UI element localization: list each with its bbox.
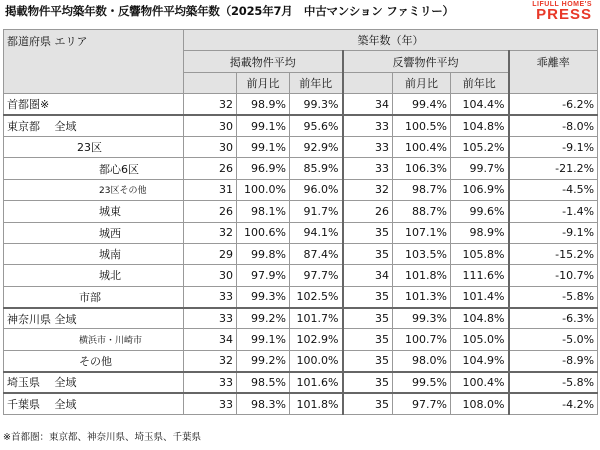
cell-response-yoy: 104.4% (451, 94, 509, 115)
cell-gap: -8.9% (509, 350, 598, 371)
cell-response-yoy: 105.0% (451, 329, 509, 350)
table-row (4, 136, 598, 157)
cell-gap: -5.8% (509, 372, 598, 393)
age-table (3, 29, 598, 415)
cell-area: 横浜市・川崎市 (4, 329, 184, 350)
table-row (4, 286, 598, 307)
cell-listed-mom: 96.9% (237, 158, 290, 179)
cell-response-yoy: 104.8% (451, 308, 509, 329)
cell-area: 市部 (4, 286, 184, 307)
cell-response: 35 (343, 286, 393, 307)
cell-response: 35 (343, 222, 393, 243)
cell-gap: -4.2% (509, 393, 598, 414)
cell-response-mom: 100.5% (393, 115, 451, 136)
table-row (4, 179, 598, 200)
header-listed-blank (184, 72, 237, 93)
cell-listed-yoy: 96.0% (290, 179, 343, 200)
cell-area: 都心6区 (4, 158, 184, 179)
cell-gap: -8.0% (509, 115, 598, 136)
cell-response: 34 (343, 94, 393, 115)
cell-listed-yoy: 102.9% (290, 329, 343, 350)
cell-area: 首都圏※ (4, 94, 184, 115)
table-row (4, 115, 598, 136)
cell-response: 35 (343, 308, 393, 329)
table-row (4, 94, 598, 115)
cell-response-yoy: 111.6% (451, 265, 509, 286)
cell-listed-mom: 99.8% (237, 243, 290, 264)
cell-response-yoy: 105.8% (451, 243, 509, 264)
cell-gap: -5.0% (509, 329, 598, 350)
header-response-yoy: 前年比 (451, 72, 509, 93)
cell-area: 城西 (4, 222, 184, 243)
cell-listed-mom: 98.1% (237, 201, 290, 222)
cell-listed-yoy: 97.7% (290, 265, 343, 286)
cell-response: 35 (343, 372, 393, 393)
cell-response-mom: 97.7% (393, 393, 451, 414)
cell-listed-yoy: 101.7% (290, 308, 343, 329)
header-response-mom: 前月比 (393, 72, 451, 93)
table-row (4, 243, 598, 264)
cell-area: 23区その他 (4, 179, 184, 200)
cell-listed-yoy: 92.9% (290, 136, 343, 157)
cell-gap: -10.7% (509, 265, 598, 286)
cell-gap: -21.2% (509, 158, 598, 179)
cell-listed-yoy: 91.7% (290, 201, 343, 222)
cell-gap: -6.3% (509, 308, 598, 329)
cell-area: 神奈川県 全域 (4, 308, 184, 329)
cell-response-yoy: 104.9% (451, 350, 509, 371)
cell-listed: 32 (184, 94, 237, 115)
cell-listed-mom: 99.2% (237, 308, 290, 329)
header-listed: 掲載物件平均 (184, 51, 343, 72)
cell-response: 35 (343, 350, 393, 371)
cell-response-mom: 100.7% (393, 329, 451, 350)
cell-area: 城東 (4, 201, 184, 222)
header-age: 築年数（年） (184, 30, 598, 51)
cell-response-mom: 99.5% (393, 372, 451, 393)
cell-listed-yoy: 100.0% (290, 350, 343, 371)
cell-response-mom: 88.7% (393, 201, 451, 222)
header-listed-mom: 前月比 (237, 72, 290, 93)
cell-listed-mom: 99.1% (237, 329, 290, 350)
table-header (4, 30, 598, 94)
cell-listed: 30 (184, 136, 237, 157)
cell-gap: -6.2% (509, 94, 598, 115)
header-area: 都道府県 エリア (4, 30, 184, 94)
cell-listed-yoy: 85.9% (290, 158, 343, 179)
cell-response: 35 (343, 329, 393, 350)
cell-listed-yoy: 99.3% (290, 94, 343, 115)
cell-listed: 29 (184, 243, 237, 264)
cell-area: 埼玉県 全域 (4, 372, 184, 393)
cell-response: 33 (343, 136, 393, 157)
cell-listed-yoy: 95.6% (290, 115, 343, 136)
cell-response-mom: 103.5% (393, 243, 451, 264)
cell-area: 城北 (4, 265, 184, 286)
cell-listed: 33 (184, 372, 237, 393)
cell-response-yoy: 100.4% (451, 372, 509, 393)
table-row (4, 201, 598, 222)
cell-response-yoy: 108.0% (451, 393, 509, 414)
header-response-blank (343, 72, 393, 93)
cell-response-mom: 101.8% (393, 265, 451, 286)
cell-listed: 32 (184, 350, 237, 371)
table-row (4, 372, 598, 393)
cell-listed-mom: 100.0% (237, 179, 290, 200)
cell-response-yoy: 105.2% (451, 136, 509, 157)
cell-gap: -5.8% (509, 286, 598, 307)
cell-area: 城南 (4, 243, 184, 264)
cell-listed-mom: 99.1% (237, 136, 290, 157)
cell-listed: 32 (184, 222, 237, 243)
cell-listed: 33 (184, 308, 237, 329)
cell-area: 東京都 全域 (4, 115, 184, 136)
cell-gap: -9.1% (509, 222, 598, 243)
cell-listed: 31 (184, 179, 237, 200)
cell-response: 33 (343, 158, 393, 179)
cell-listed: 34 (184, 329, 237, 350)
cell-listed-yoy: 87.4% (290, 243, 343, 264)
cell-response: 32 (343, 179, 393, 200)
cell-response: 34 (343, 265, 393, 286)
cell-listed-mom: 100.6% (237, 222, 290, 243)
cell-response-mom: 99.4% (393, 94, 451, 115)
cell-response: 33 (343, 115, 393, 136)
cell-listed-mom: 97.9% (237, 265, 290, 286)
cell-gap: -1.4% (509, 201, 598, 222)
cell-listed-mom: 98.5% (237, 372, 290, 393)
cell-response-yoy: 98.9% (451, 222, 509, 243)
cell-response-yoy: 99.7% (451, 158, 509, 179)
brand-logo (532, 1, 592, 22)
cell-response-mom: 107.1% (393, 222, 451, 243)
header-listed-yoy: 前年比 (290, 72, 343, 93)
cell-response: 26 (343, 201, 393, 222)
table-row (4, 350, 598, 371)
cell-listed: 33 (184, 393, 237, 414)
cell-listed: 30 (184, 115, 237, 136)
cell-response-mom: 98.0% (393, 350, 451, 371)
cell-listed: 26 (184, 201, 237, 222)
brand-logo-main: PRESS (536, 6, 592, 23)
cell-response-mom: 100.4% (393, 136, 451, 157)
brand-logo-top: LIFULL HOME'S (532, 1, 592, 8)
table-row (4, 308, 598, 329)
cell-listed-yoy: 101.6% (290, 372, 343, 393)
page-title: 掲載物件平均築年数・反響物件平均築年数（2025年7月 中古マンション ファミリー） (5, 4, 454, 18)
header-gap: 乖離率 (509, 51, 598, 94)
cell-response-mom: 99.3% (393, 308, 451, 329)
cell-response-yoy: 101.4% (451, 286, 509, 307)
cell-listed-yoy: 102.5% (290, 286, 343, 307)
cell-area: その他 (4, 350, 184, 371)
footnote: ※首都圏：東京都、神奈川県、埼玉県、千葉県 (3, 432, 201, 443)
cell-listed-mom: 99.1% (237, 115, 290, 136)
cell-listed-mom: 98.3% (237, 393, 290, 414)
cell-listed-mom: 98.9% (237, 94, 290, 115)
cell-area: 23区 (4, 136, 184, 157)
cell-gap: -4.5% (509, 179, 598, 200)
cell-area: 千葉県 全域 (4, 393, 184, 414)
cell-response-mom: 101.3% (393, 286, 451, 307)
table-body (4, 94, 598, 415)
cell-gap: -9.1% (509, 136, 598, 157)
cell-response: 35 (343, 393, 393, 414)
cell-listed-mom: 99.3% (237, 286, 290, 307)
cell-listed-mom: 99.2% (237, 350, 290, 371)
cell-response-yoy: 104.8% (451, 115, 509, 136)
cell-response-yoy: 106.9% (451, 179, 509, 200)
table-row (4, 393, 598, 414)
cell-listed-yoy: 94.1% (290, 222, 343, 243)
table-row (4, 329, 598, 350)
header-response: 反響物件平均 (343, 51, 509, 72)
table-row (4, 265, 598, 286)
cell-response-mom: 106.3% (393, 158, 451, 179)
cell-response-mom: 98.7% (393, 179, 451, 200)
cell-gap: -15.2% (509, 243, 598, 264)
cell-listed: 33 (184, 286, 237, 307)
cell-listed-yoy: 101.8% (290, 393, 343, 414)
cell-listed: 30 (184, 265, 237, 286)
cell-response: 35 (343, 243, 393, 264)
cell-listed: 26 (184, 158, 237, 179)
table-row (4, 222, 598, 243)
table-row (4, 158, 598, 179)
cell-response-yoy: 99.6% (451, 201, 509, 222)
